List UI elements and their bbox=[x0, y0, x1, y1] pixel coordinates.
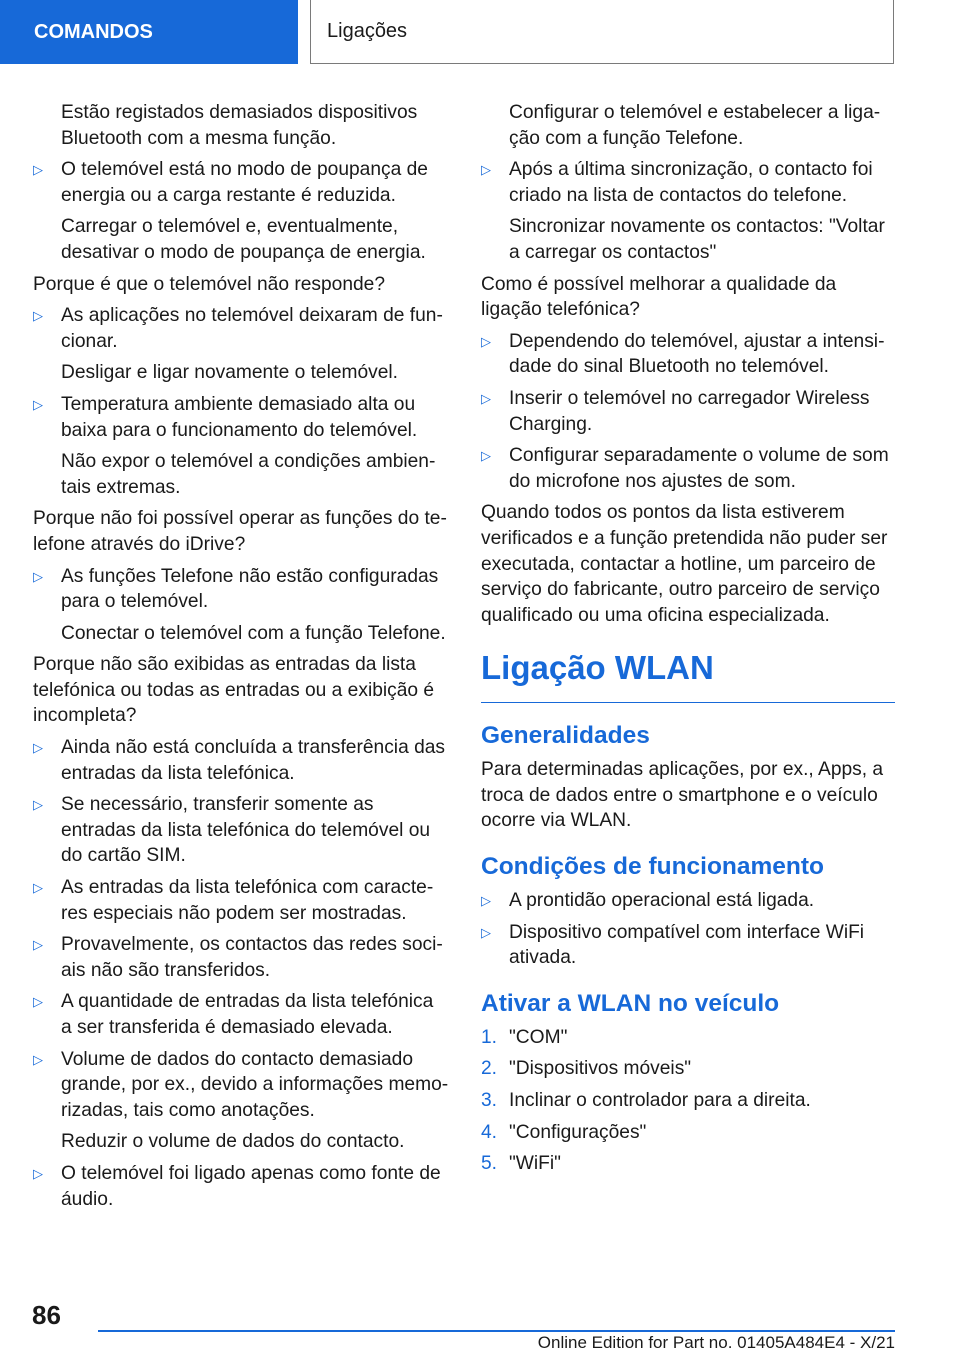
left-column bbox=[33, 100, 449, 1218]
list-item-text: Configurar separadamente o volume de som do microfone nos ajustes de som. bbox=[509, 445, 889, 492]
footer-edition: Online Edition for Part no. 01405A484E4 - X/21 bbox=[537, 1333, 895, 1352]
bullet-triangle-icon: ▷ bbox=[481, 893, 491, 909]
list-item bbox=[33, 932, 449, 983]
list-item bbox=[481, 386, 895, 437]
bullet-triangle-icon: ▷ bbox=[33, 937, 43, 953]
list-item bbox=[33, 1047, 449, 1124]
list-item-text: Provavelmente, os contactos das redes sociais não são transferidos. bbox=[61, 934, 443, 981]
bullet-triangle-icon: ▷ bbox=[33, 162, 43, 178]
list-item-text: Ainda não está concluída a transferência das entradas da lista telefónica. bbox=[61, 737, 446, 784]
list-item-text: O telemóvel está no modo de poupança de energia ou a carga restante é reduzida. bbox=[61, 159, 428, 206]
bullet-triangle-icon: ▷ bbox=[33, 308, 43, 324]
section-tab[interactable] bbox=[0, 0, 298, 64]
footer-divider bbox=[98, 1330, 895, 1332]
solution-text: Reduzir o volume de dados do contacto. bbox=[61, 1131, 405, 1153]
subheading-activate: Ativar a WLAN no veículo bbox=[481, 989, 780, 1017]
step-text: "Dispositivos móveis" bbox=[509, 1058, 692, 1080]
step-text: "WiFi" bbox=[509, 1153, 561, 1175]
closing-paragraph: Quando todos os pontos da lista estiverem verificados e a função pretendida não puder ser executada, contactar a hotline, um parceiro de serviço do fabricante, outro parceiro de serviço qualificado ou uma oficina especializada. bbox=[481, 502, 888, 626]
list-item bbox=[33, 875, 449, 926]
bullet-triangle-icon: ▷ bbox=[33, 396, 43, 412]
bullet-triangle-icon: ▷ bbox=[481, 924, 491, 940]
step-text: "COM" bbox=[509, 1026, 568, 1048]
list-item bbox=[33, 989, 449, 1040]
question: Porque não são exibidas as entradas da lista telefónica ou todas as entradas ou a exibição é incompleta? bbox=[33, 654, 435, 727]
step-item bbox=[481, 1120, 895, 1146]
chapter-title: Ligações bbox=[327, 20, 408, 42]
list-item-text: Temperatura ambiente demasiado alta ou baixa para o funcionamento do telemóvel. bbox=[61, 393, 418, 441]
solution-text: Sincronizar novamente os contactos: "Voltar a carregar os contactos" bbox=[509, 216, 885, 263]
section-heading: Ligação WLAN bbox=[481, 648, 895, 703]
text-line: Estão registados demasiados dispositivos Bluetooth com a mesma função. bbox=[61, 102, 418, 149]
solution-text: Desligar e ligar novamente o telemóvel. bbox=[61, 362, 399, 384]
list-item-text: As entradas da lista telefónica com caracteres especiais não podem ser mostradas. bbox=[61, 877, 434, 924]
step-text: "Configurações" bbox=[509, 1121, 647, 1143]
step-number: 2. bbox=[481, 1058, 498, 1080]
list-item-text: A prontidão operacional está ligada. bbox=[509, 890, 815, 912]
list-item-text: Após a última sincronização, o contacto foi criado na lista de contactos do telefone. bbox=[509, 159, 873, 206]
bullet-triangle-icon: ▷ bbox=[33, 740, 43, 756]
bullet-triangle-icon: ▷ bbox=[481, 162, 491, 178]
step-text: Inclinar o controlador para a direita. bbox=[509, 1090, 811, 1112]
list-item-text: As funções Telefone não estão configuradas para o telemóvel. bbox=[61, 565, 439, 613]
list-item bbox=[481, 443, 895, 494]
page-number: 86 bbox=[32, 1300, 61, 1330]
solution-text: Conectar o telemóvel com a função Telefone. bbox=[61, 622, 446, 644]
list-item bbox=[481, 157, 895, 208]
list-item-text: As aplicações no telemóvel deixaram de funcionar. bbox=[61, 305, 443, 352]
section-label: COMANDOS bbox=[34, 20, 153, 43]
step-item bbox=[481, 1025, 895, 1051]
list-item bbox=[33, 735, 449, 786]
list-item-text: Volume de dados do contacto demasiado grande, por ex., devido a informações memorizadas, tais como anotações. bbox=[61, 1048, 449, 1121]
bullet-triangle-icon: ▷ bbox=[33, 797, 43, 813]
list-item bbox=[33, 1161, 449, 1212]
solution-text: Carregar o telemóvel e, eventualmente, desativar o modo de poupança de energia. bbox=[61, 216, 426, 263]
bullet-triangle-icon: ▷ bbox=[33, 568, 43, 584]
bullet-triangle-icon: ▷ bbox=[481, 333, 491, 349]
bullet-triangle-icon: ▷ bbox=[481, 448, 491, 464]
subheading-general: Generalidades bbox=[481, 722, 650, 750]
step-number: 3. bbox=[481, 1090, 498, 1112]
bullet-triangle-icon: ▷ bbox=[33, 994, 43, 1010]
list-item bbox=[33, 564, 449, 615]
list-item bbox=[33, 157, 449, 208]
list-item-text: Inserir o telemóvel no carregador Wireless Charging. bbox=[509, 387, 870, 435]
step-number: 1. bbox=[481, 1026, 498, 1048]
list-item-text: Dispositivo compatível com interface WiFi ativada. bbox=[509, 921, 865, 969]
bullet-triangle-icon: ▷ bbox=[33, 1165, 43, 1181]
list-item bbox=[481, 888, 895, 914]
list-item bbox=[481, 329, 895, 380]
general-paragraph: Para determinadas aplicações, por ex., Apps, a troca de dados entre o smartphone e o veículo ocorre via WLAN. bbox=[481, 759, 884, 832]
list-item bbox=[33, 792, 449, 869]
right-column bbox=[481, 100, 895, 1183]
question: Como é possível melhorar a qualidade da ligação telefónica? bbox=[481, 273, 837, 321]
list-item bbox=[33, 392, 449, 443]
chapter-header bbox=[310, 0, 894, 64]
question: Porque é que o telemóvel não responde? bbox=[33, 273, 386, 295]
step-number: 5. bbox=[481, 1153, 498, 1175]
step-item bbox=[481, 1056, 895, 1082]
subheading-conditions: Condições de funcionamento bbox=[481, 853, 825, 881]
solution-text: Configurar o telemóvel e estabelecer a ligação com a função Telefone. bbox=[509, 102, 881, 149]
list-item-text: Se necessário, transferir somente as entradas da lista telefónica do telemóvel ou do cartão SIM. bbox=[61, 794, 431, 867]
list-item-text: O telemóvel foi ligado apenas como fonte de áudio. bbox=[61, 1162, 441, 1210]
bullet-triangle-icon: ▷ bbox=[33, 880, 43, 896]
list-item bbox=[481, 920, 895, 971]
list-item bbox=[33, 303, 449, 354]
step-item bbox=[481, 1088, 895, 1114]
step-item bbox=[481, 1151, 895, 1177]
bullet-triangle-icon: ▷ bbox=[481, 390, 491, 406]
question: Porque não foi possível operar as funções do telefone através do iDrive? bbox=[33, 508, 447, 555]
solution-text: Não expor o telemóvel a condições ambientais extremas. bbox=[61, 451, 436, 498]
list-item-text: A quantidade de entradas da lista telefónica a ser transferida é demasiado elevada. bbox=[61, 991, 434, 1038]
bullet-triangle-icon: ▷ bbox=[33, 1051, 43, 1067]
list-item-text: Dependendo do telemóvel, ajustar a intensidade do sinal Bluetooth no telemóvel. bbox=[509, 330, 885, 378]
step-number: 4. bbox=[481, 1121, 498, 1143]
